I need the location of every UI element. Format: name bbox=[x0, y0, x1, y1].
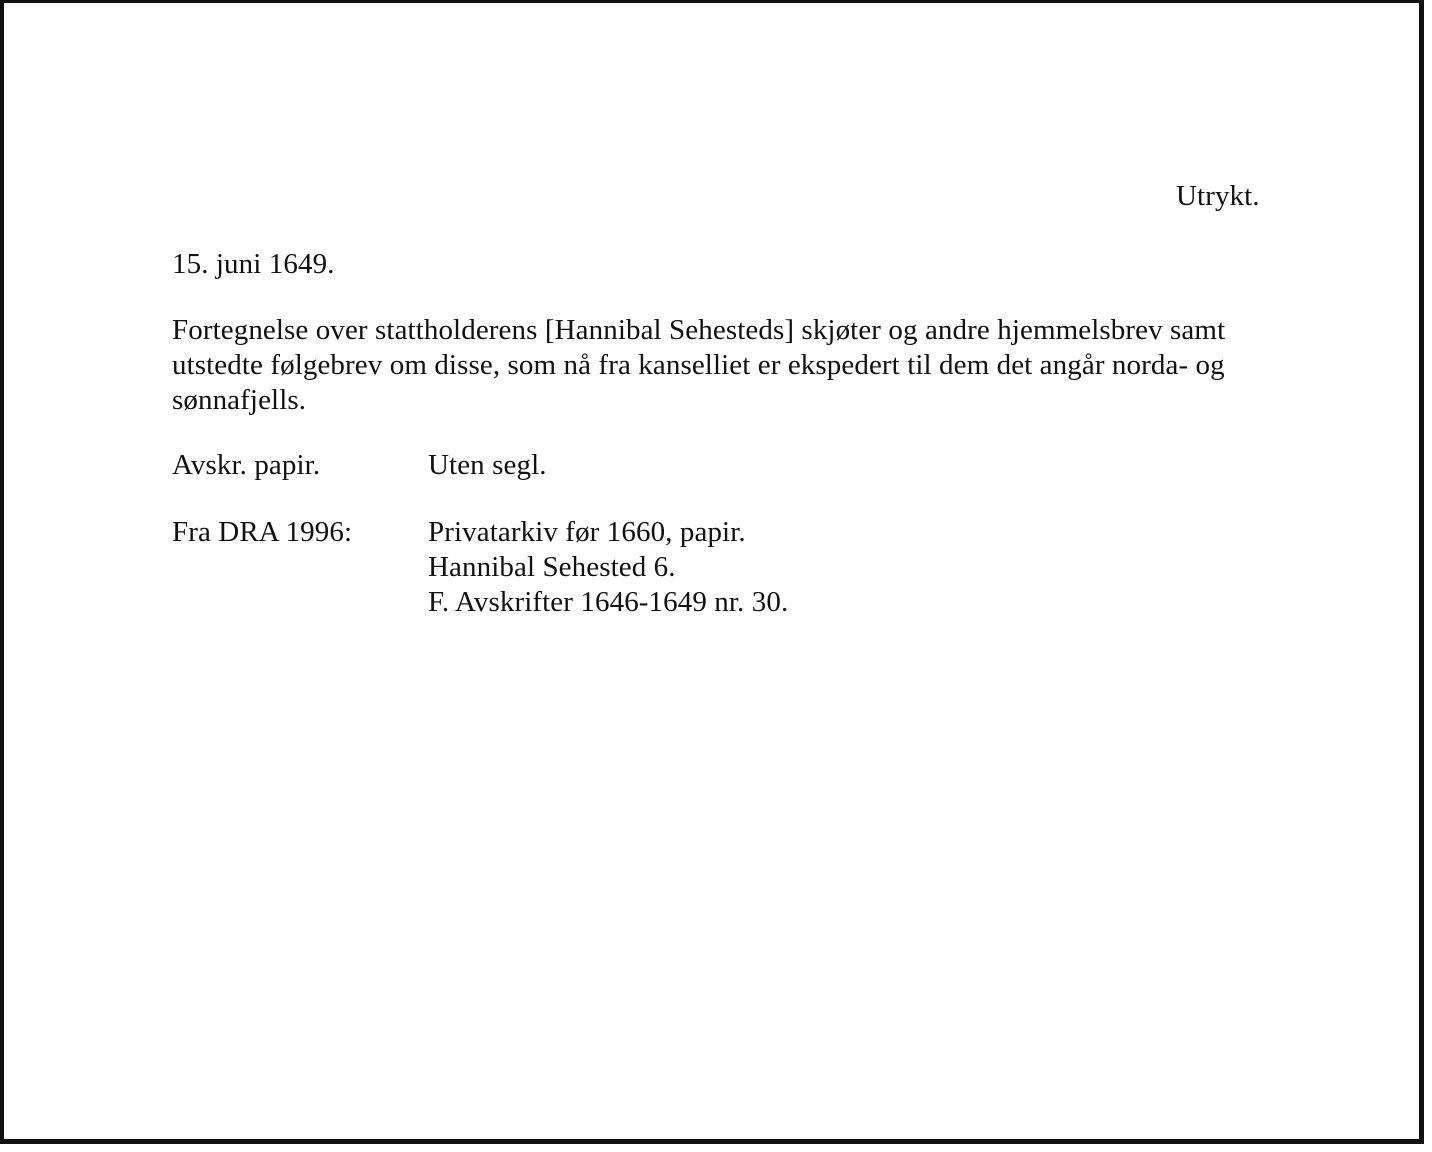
source-label: Fra DRA 1996: bbox=[172, 516, 353, 548]
copy-type-label: Avskr. papir. bbox=[172, 449, 321, 481]
source-reference-line: Privatarkiv før 1660, papir. bbox=[428, 516, 746, 548]
description-line: sønnafjells. bbox=[172, 384, 307, 416]
print-status: Utrykt. bbox=[1176, 180, 1260, 212]
source-reference-line: Hannibal Sehested 6. bbox=[428, 551, 676, 583]
document-description bbox=[172, 313, 1225, 418]
source-reference-line: F. Avskrifter 1646-1649 nr. 30. bbox=[428, 586, 789, 618]
document-date: 15. juni 1649. bbox=[172, 248, 335, 280]
description-line: Fortegnelse over stattholderens [Hannibal Sehesteds] skjøter og andre hjemmelsbrev samt bbox=[172, 314, 1226, 346]
description-line: utstedte følgebrev om disse, som nå fra kanselliet er ekspedert til dem det angår norda- og bbox=[172, 349, 1225, 381]
seal-status: Uten segl. bbox=[428, 449, 547, 481]
source-reference bbox=[428, 515, 788, 620]
